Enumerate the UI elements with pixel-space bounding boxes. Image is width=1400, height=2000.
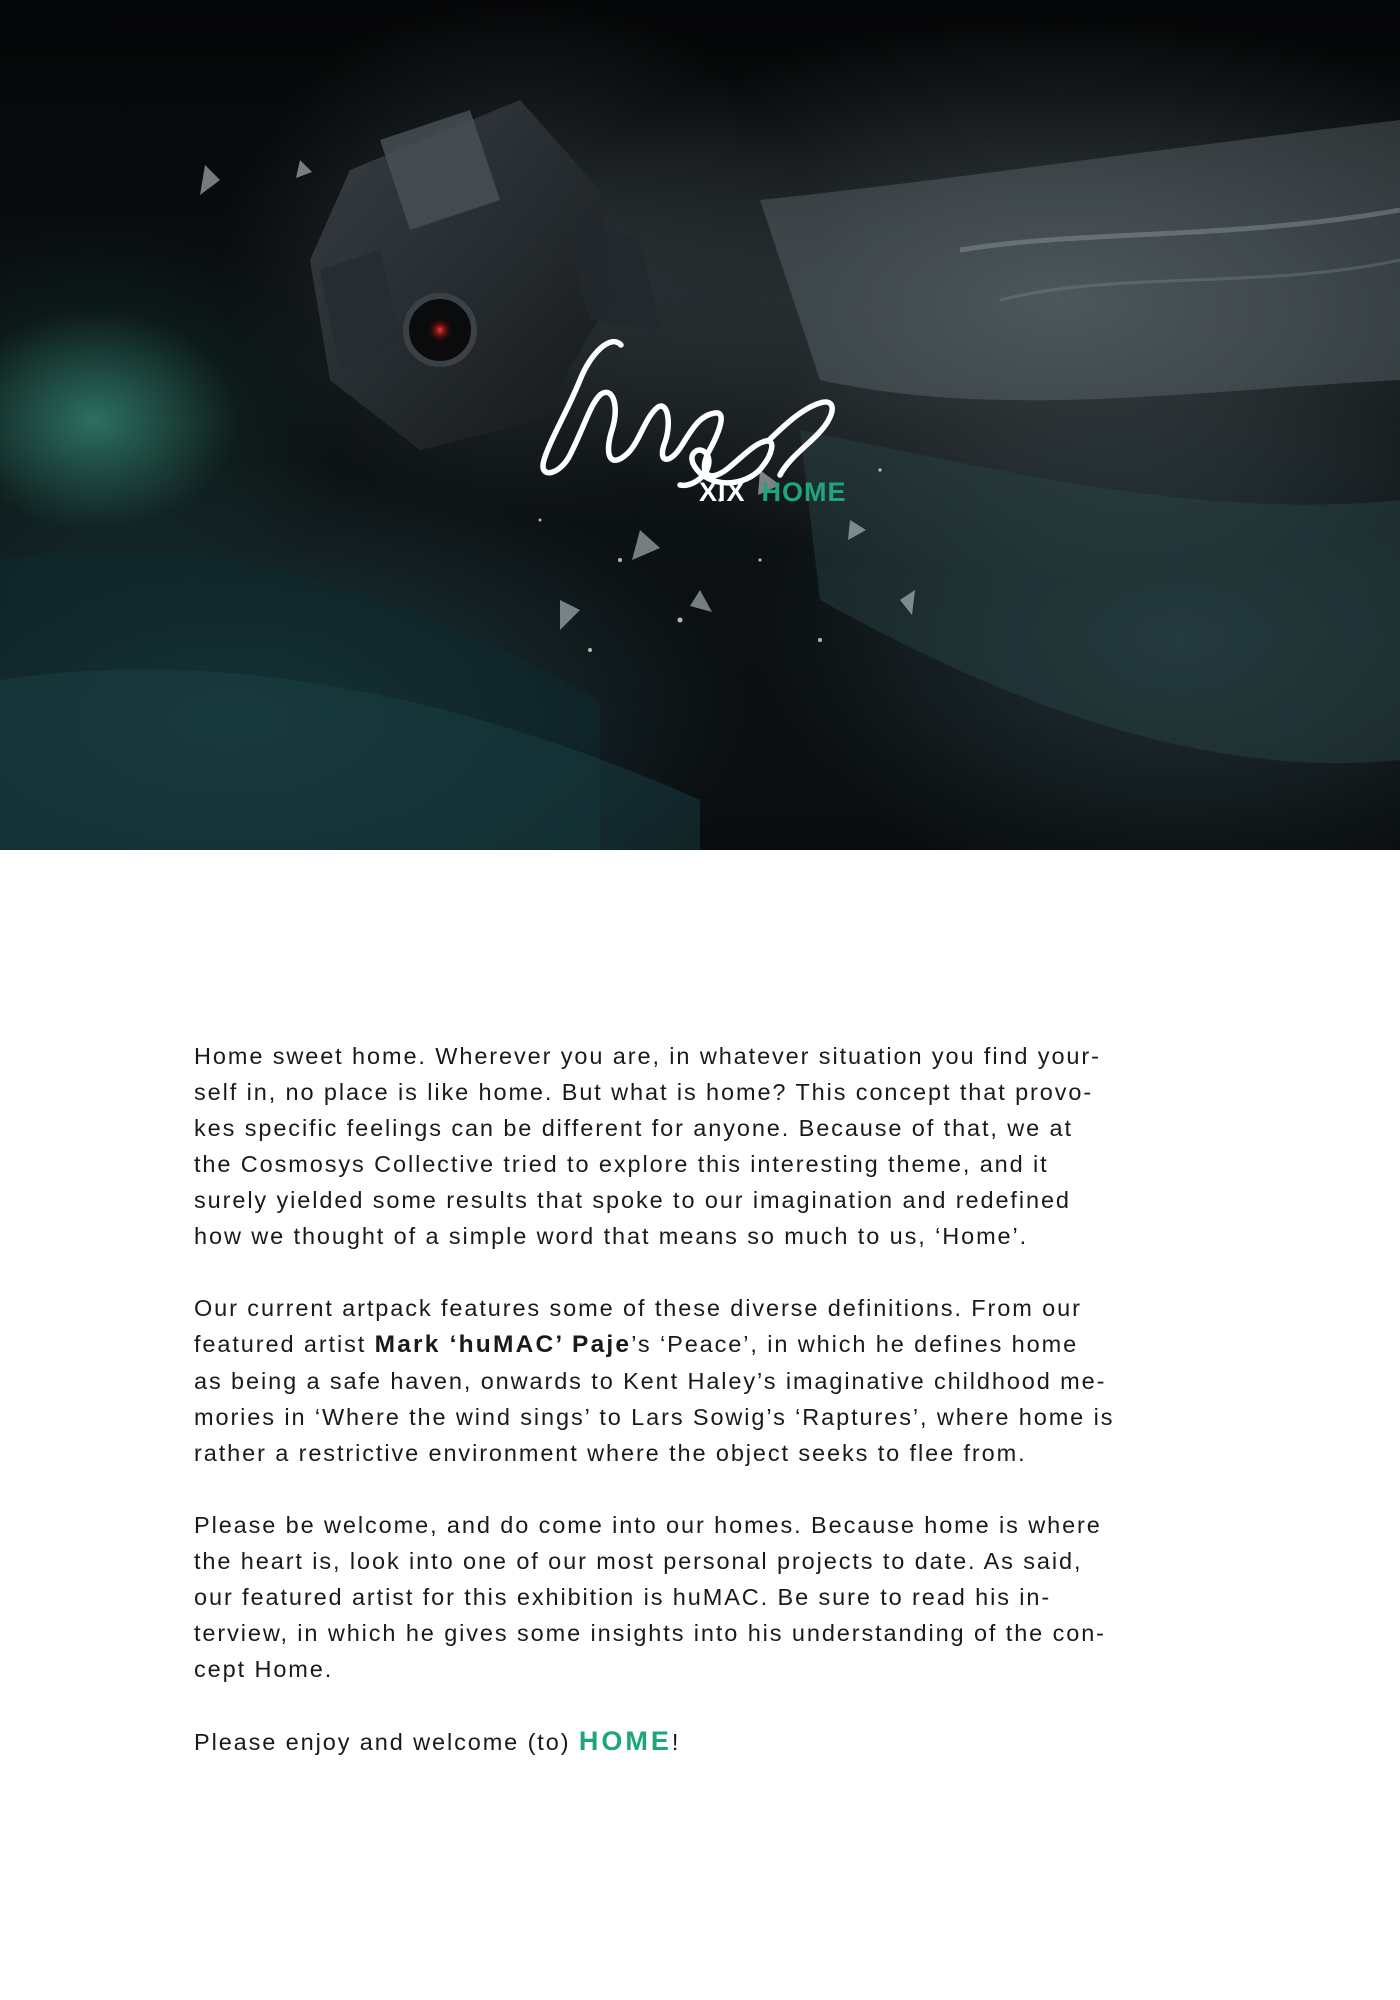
text-fragment: ’s ‘Peace’, in which he defines home — [631, 1331, 1079, 1357]
paragraph-1 — [194, 1038, 1254, 1254]
text-line: self in, no place is like home. But what is home? This concept that provo- — [194, 1079, 1094, 1105]
xix-home-logo — [540, 335, 870, 515]
text-line: the heart is, look into one of our most personal projects to date. As said, — [194, 1548, 1083, 1574]
home-highlight: HOME — [578, 1726, 672, 1756]
paragraph-3 — [194, 1507, 1254, 1687]
paragraph-4 — [194, 1723, 1254, 1760]
text-line — [194, 1326, 1254, 1363]
text-line: cept Home. — [194, 1656, 334, 1682]
text-line: terview, in which he gives some insights into his understanding of the con- — [194, 1620, 1106, 1646]
logo-wordmark — [699, 479, 847, 506]
text-line: our featured artist for this exhibition is huMAC. Be sure to read his in- — [194, 1584, 1052, 1610]
text-fragment: ! — [671, 1729, 681, 1755]
text-fragment: Please enjoy and welcome (to) — [194, 1729, 579, 1755]
text-line: Home sweet home. Wherever you are, in whatever situation you find your- — [194, 1043, 1101, 1069]
intro-text — [194, 1038, 1254, 1796]
text-line: rather a restrictive environment where the object seeks to flee from. — [194, 1440, 1027, 1466]
text-line: how we thought of a simple word that means so much to us, ‘Home’. — [194, 1223, 1029, 1249]
text-line: kes specific feelings can be different for anyone. Because of that, we at — [194, 1115, 1073, 1141]
paragraph-2 — [194, 1290, 1254, 1471]
text-line: Our current artpack features some of these diverse definitions. From our — [194, 1295, 1082, 1321]
logo-home: HOME — [761, 477, 847, 507]
text-fragment: featured artist — [194, 1331, 375, 1357]
text-line: surely yielded some results that spoke to our imagination and redefined — [194, 1187, 1071, 1213]
hero-image — [0, 0, 1400, 850]
text-line — [194, 1723, 1254, 1760]
logo-xix: XIX — [699, 477, 746, 507]
text-line: the Cosmosys Collective tried to explore this interesting theme, and it — [194, 1151, 1049, 1177]
featured-artist-name: Mark ‘huMAC’ Paje — [374, 1331, 632, 1358]
text-line: as being a safe haven, onwards to Kent Haley’s imaginative childhood me- — [194, 1368, 1107, 1394]
text-line: mories in ‘Where the wind sings’ to Lars Sowig’s ‘Raptures’, where home is — [194, 1404, 1115, 1430]
text-line: Please be welcome, and do come into our homes. Because home is where — [194, 1512, 1102, 1538]
